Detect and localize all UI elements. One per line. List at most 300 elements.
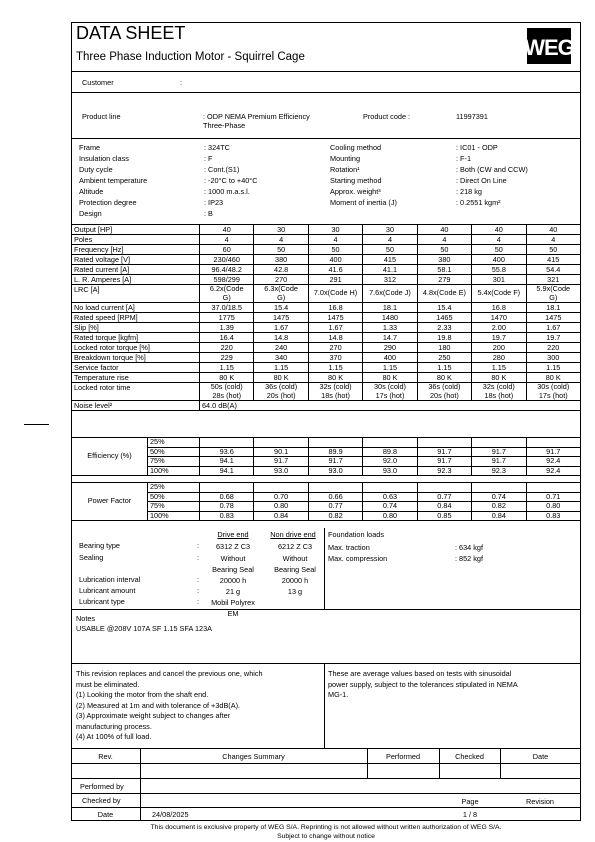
performance-value: 60 (200, 245, 254, 255)
footnotes-right: These are average values based on tests with sinusoidal power supply, subject to the tolerances stipulated in NEMA MG-1. (328, 669, 518, 699)
bearing-drive-end: Without Bearing Seal (212, 554, 254, 574)
spec-value: : -20°C to +40°C (204, 176, 258, 185)
power-factor-table (71, 482, 581, 521)
foundation-label: Max. traction (328, 543, 370, 552)
performance-value: 7.0x(Code H) (308, 285, 362, 303)
spec-label: Mounting (330, 154, 361, 163)
efficiency-value (417, 438, 471, 448)
performance-value: 1475 (254, 313, 308, 323)
performance-row (72, 255, 581, 265)
performance-label: Frequency [Hz] (72, 245, 200, 255)
performance-row (72, 343, 581, 353)
bearing-drive-end: 20000 h (219, 576, 247, 585)
power_factor-value (417, 483, 471, 493)
noise-blank (526, 401, 580, 411)
efficiency-value: 91.7 (526, 447, 580, 457)
foundation-value: : 634 kgf (455, 543, 483, 552)
performance-label: LRC [A] (72, 285, 200, 303)
power_factor-value: 0.82 (472, 502, 526, 512)
performance-value: 41.1 (363, 265, 417, 275)
performance-row (72, 353, 581, 363)
power_factor-value (254, 483, 308, 493)
spec-label: Protection degree (79, 198, 137, 207)
noise-value: 64.0 dB(A) (200, 401, 254, 411)
performance-value: 32s (cold) 18s (hot) (472, 383, 526, 401)
power_factor-value: 0.70 (254, 492, 308, 502)
performance-value: 321 (526, 275, 580, 285)
product-code-label: Product code : (363, 112, 411, 121)
performance-value: 291 (308, 275, 362, 285)
spec-label: Insulation class (79, 154, 129, 163)
performance-value: 55.8 (472, 265, 526, 275)
efficiency-value: 93.0 (254, 466, 308, 476)
performed-by-label: Performed by (80, 782, 124, 791)
performance-value: 1.33 (363, 323, 417, 333)
performance-label: Poles (72, 235, 200, 245)
performance-value: 96.4/48.2 (200, 265, 254, 275)
efficiency-load: 75% (148, 457, 200, 467)
customer-label: Customer (82, 78, 114, 87)
spec-value: : F-1 (456, 154, 471, 163)
bearing-drive-end: 21 g (225, 587, 241, 596)
power_factor-load: 25% (148, 483, 200, 493)
performance-value: 80 K (417, 373, 471, 383)
performance-value: 220 (526, 343, 580, 353)
performance-value: 370 (308, 353, 362, 363)
performance-value: 1.15 (472, 363, 526, 373)
spec-value: : F (204, 154, 213, 163)
spec-label: Altitude (79, 187, 104, 196)
performance-value: 50 (472, 245, 526, 255)
performance-value: 14.8 (308, 333, 362, 343)
notes-title: Notes (76, 614, 96, 623)
performance-value: 1480 (363, 313, 417, 323)
bearing-label: Bearing type (79, 541, 120, 550)
performance-value: 40 (472, 225, 526, 235)
spec-label: Ambient temperature (79, 176, 148, 185)
efficiency-value: 93.0 (308, 466, 362, 476)
power_factor-load: 75% (148, 502, 200, 512)
performance-value: 30 (363, 225, 417, 235)
power_factor-value (200, 483, 254, 493)
page-value: 1 / 8 (462, 810, 478, 819)
performance-value: 16.8 (308, 303, 362, 313)
spec-value: : 1000 m.a.s.l. (204, 187, 250, 196)
bearing-drive-end: Mobil Polyrex EM (211, 598, 255, 618)
performance-label: Temperature rise (72, 373, 200, 383)
performance-value: 6.2x(Code G) (200, 285, 254, 303)
performance-value: 19.7 (472, 333, 526, 343)
performance-value: 1465 (417, 313, 471, 323)
date-header: Date (532, 752, 549, 761)
efficiency-value (308, 438, 362, 448)
performance-value: 400 (472, 255, 526, 265)
performance-value: 30s (cold) 17s (hot) (363, 383, 417, 401)
performance-row (72, 313, 581, 323)
performance-value: 400 (363, 353, 417, 363)
performance-label: Rated voltage [V] (72, 255, 200, 265)
date-value: 24/08/2025 (152, 810, 189, 819)
efficiency-value: 91.7 (254, 457, 308, 467)
performance-value: 280 (472, 353, 526, 363)
performance-value: 250 (417, 353, 471, 363)
performance-row (72, 373, 581, 383)
bearing-label: Lubrication interval (79, 575, 141, 584)
performance-value: 229 (200, 353, 254, 363)
power_factor-value: 0.82 (308, 511, 362, 521)
performance-value: 50 (363, 245, 417, 255)
noise-label: Noise level² (72, 401, 200, 411)
performance-value: 50 (254, 245, 308, 255)
efficiency-table (71, 437, 581, 476)
performance-label: No load current [A] (72, 303, 200, 313)
performance-value: 4 (254, 235, 308, 245)
drive-end-header: Drive end (217, 530, 249, 539)
power_factor-value: 0.84 (254, 511, 308, 521)
performance-value: 16.4 (200, 333, 254, 343)
power_factor-value: 0.85 (417, 511, 471, 521)
power_factor-value: 0.74 (472, 492, 526, 502)
performance-value: 80 K (363, 373, 417, 383)
efficiency-value (254, 438, 308, 448)
spec-label: Design (79, 209, 102, 218)
power_factor-row (72, 483, 581, 493)
spec-label: Cooling method (330, 143, 382, 152)
efficiency-value (472, 438, 526, 448)
performance-value: 400 (308, 255, 362, 265)
bearing-colon: : (197, 553, 200, 562)
efficiency-value: 89.8 (363, 447, 417, 457)
performance-row (72, 285, 581, 303)
performance-value: 4 (308, 235, 362, 245)
performance-value: 1475 (308, 313, 362, 323)
performance-label: Rated speed [RPM] (72, 313, 200, 323)
performance-value: 598/299 (200, 275, 254, 285)
performance-value: 6.3x(Code G) (254, 285, 308, 303)
performance-value: 1.15 (254, 363, 308, 373)
performance-value: 30 (254, 225, 308, 235)
power_factor-label: Power Factor (72, 483, 148, 521)
spec-value: : B (204, 209, 213, 218)
footer-line-2: Subject to change without notice (277, 833, 375, 840)
performance-value: 30 (308, 225, 362, 235)
bearing-label: Lubricant amount (79, 586, 136, 595)
efficiency-value: 92.4 (526, 457, 580, 467)
performance-value: 1775 (200, 313, 254, 323)
notes-text: USABLE @208V 107A SF 1.15 SFA 123A (76, 624, 213, 633)
spec-value: : 218 kg (456, 187, 482, 196)
power_factor-load: 50% (148, 492, 200, 502)
performance-value: 2.33 (417, 323, 471, 333)
product-line-label: Product line (82, 112, 121, 121)
page-subtitle: Three Phase Induction Motor - Squirrel Cage (76, 51, 305, 63)
performance-value: 37.0/18.5 (200, 303, 254, 313)
spec-label: Frame (79, 143, 101, 152)
performance-value: 15.4 (417, 303, 471, 313)
performance-label: Service factor (72, 363, 200, 373)
foundation-value: : 852 kgf (455, 554, 483, 563)
noise-blank (254, 401, 308, 411)
performance-value: 340 (254, 353, 308, 363)
bearing-colon: : (197, 597, 200, 606)
checked-by-label: Checked by (82, 796, 121, 805)
spec-value: : IP23 (204, 198, 224, 207)
performance-value: 18.1 (363, 303, 417, 313)
power_factor-value: 0.83 (200, 511, 254, 521)
performance-value: 220 (200, 343, 254, 353)
performance-value: 230/460 (200, 255, 254, 265)
efficiency-value: 91.7 (472, 447, 526, 457)
performance-value: 19.8 (417, 333, 471, 343)
performance-label: Locked rotor torque [%] (72, 343, 200, 353)
spec-label: Duty cycle (79, 165, 113, 174)
bearing-non-drive-end: Without Bearing Seal (274, 554, 316, 574)
performance-value: 1.67 (254, 323, 308, 333)
performance-value: 415 (526, 255, 580, 265)
performance-value: 32s (cold) 18s (hot) (308, 383, 362, 401)
product-line-value: : ODP NEMA Premium Efficiency Three-Phase (203, 112, 310, 130)
efficiency-value: 92.3 (417, 466, 471, 476)
power_factor-load: 100% (148, 511, 200, 521)
performance-value: 42.8 (254, 265, 308, 275)
bearing-colon: : (197, 586, 200, 595)
performance-value: 1.15 (526, 363, 580, 373)
performance-value: 54.4 (526, 265, 580, 275)
weg-logo (524, 28, 574, 64)
performance-value: 300 (526, 353, 580, 363)
efficiency-value (363, 438, 417, 448)
performance-value: 4 (417, 235, 471, 245)
footnotes-left: This revision replaces and cancel the previous one, which must be eliminated. (1) Looking the motor from the shaft end. (2) Measured at 1m and with tolerance of +3dB(A). (3) Approximate weight subject to changes after manufacturing process. (4) At 100% of full load. (76, 669, 263, 741)
performance-value: 4 (200, 235, 254, 245)
power_factor-value (363, 483, 417, 493)
efficiency-value: 91.7 (417, 447, 471, 457)
performance-value: 80 K (254, 373, 308, 383)
performance-value: 2.00 (472, 323, 526, 333)
efficiency-value: 94.1 (200, 466, 254, 476)
performance-value: 240 (254, 343, 308, 353)
bearing-non-drive-end: 13 g (287, 587, 303, 596)
spec-label: Starting method (330, 176, 382, 185)
performance-value: 18.1 (526, 303, 580, 313)
spec-value: : 324TC (204, 143, 230, 152)
performance-row (72, 235, 581, 245)
foundation-label: Max. compression (328, 554, 388, 563)
power_factor-value: 0.80 (254, 502, 308, 512)
efficiency-load: 100% (148, 466, 200, 476)
performance-value: 15.4 (254, 303, 308, 313)
spec-value: : IC01 - ODP (456, 143, 498, 152)
efficiency-value: 89.9 (308, 447, 362, 457)
performance-table (71, 224, 581, 411)
performance-value: 50s (cold) 28s (hot) (200, 383, 254, 401)
performance-value: 1470 (472, 313, 526, 323)
performance-value: 279 (417, 275, 471, 285)
efficiency-value: 91.7 (417, 457, 471, 467)
performance-value: 180 (417, 343, 471, 353)
performance-value: 5.4x(Code F) (472, 285, 526, 303)
efficiency-value: 92.0 (363, 457, 417, 467)
performance-value: 14.7 (363, 333, 417, 343)
power_factor-value: 0.77 (308, 502, 362, 512)
performance-value: 1.67 (308, 323, 362, 333)
power_factor-value: 0.80 (526, 502, 580, 512)
page-title: DATA SHEET (76, 23, 186, 43)
performance-value: 50 (526, 245, 580, 255)
power_factor-value: 0.63 (363, 492, 417, 502)
performed-header: Performed (385, 752, 421, 761)
power_factor-value: 0.77 (417, 492, 471, 502)
spec-label: Moment of inertia (J) (330, 198, 397, 207)
power_factor-value: 0.84 (417, 502, 471, 512)
performance-label: Rated torque [kgfm] (72, 333, 200, 343)
performance-label: Rated current [A] (72, 265, 200, 275)
spec-label: Rotation¹ (330, 165, 360, 174)
performance-value: 80 K (472, 373, 526, 383)
power_factor-value (472, 483, 526, 493)
performance-value: 270 (254, 275, 308, 285)
efficiency-value (526, 438, 580, 448)
performance-value: 50 (308, 245, 362, 255)
rev-header: Rev. (98, 752, 113, 761)
efficiency-load: 50% (148, 447, 200, 457)
power_factor-value: 0.66 (308, 492, 362, 502)
spec-value: : 0.2551 kgm² (456, 198, 501, 207)
efficiency-value: 92.4 (526, 466, 580, 476)
performance-value: 19.7 (526, 333, 580, 343)
margin-mark (24, 424, 49, 425)
performance-row (72, 265, 581, 275)
performance-label: Breakdown torque [%] (72, 353, 200, 363)
efficiency-label: Efficiency (%) (72, 438, 148, 476)
power_factor-row (72, 511, 581, 521)
efficiency-value: 91.7 (308, 457, 362, 467)
performance-value: 30s (cold) 17s (hot) (526, 383, 580, 401)
performance-value: 380 (417, 255, 471, 265)
noise-blank (308, 401, 362, 411)
performance-row (72, 225, 581, 235)
performance-value: 40 (526, 225, 580, 235)
performance-label: Slip [%] (72, 323, 200, 333)
noise-blank (363, 401, 417, 411)
efficiency-value: 93.6 (200, 447, 254, 457)
performance-value: 1.39 (200, 323, 254, 333)
logo-text: WEG (524, 35, 574, 60)
efficiency-value: 93.0 (363, 466, 417, 476)
noise-blank (472, 401, 526, 411)
performance-value: 40 (200, 225, 254, 235)
efficiency-value: 94.1 (200, 457, 254, 467)
efficiency-value: 91.7 (472, 457, 526, 467)
bearing-non-drive-end: 20000 h (281, 576, 309, 585)
efficiency-row (72, 466, 581, 476)
performance-value: 80 K (526, 373, 580, 383)
power_factor-value: 0.68 (200, 492, 254, 502)
performance-value: 1.15 (417, 363, 471, 373)
performance-value: 1.15 (308, 363, 362, 373)
bearing-colon: : (197, 541, 200, 550)
performance-value: 50 (417, 245, 471, 255)
changes-header: Changes Summary (222, 752, 285, 761)
performance-label: Locked rotor time (72, 383, 200, 401)
performance-value: 5.9x(Code G) (526, 285, 580, 303)
performance-value: 14.8 (254, 333, 308, 343)
performance-value: 41.6 (308, 265, 362, 275)
spec-value: : Cont.(S1) (204, 165, 240, 174)
power_factor-value: 0.80 (363, 511, 417, 521)
power_factor-value (526, 483, 580, 493)
performance-value: 4 (363, 235, 417, 245)
performance-value: 7.6x(Code J) (363, 285, 417, 303)
performance-value: 4 (472, 235, 526, 245)
efficiency-load: 25% (148, 438, 200, 448)
performance-value: 36s (cold) 20s (hot) (417, 383, 471, 401)
spec-label: Approx. weight³ (330, 187, 381, 196)
performance-value: 58.1 (417, 265, 471, 275)
power_factor-value: 0.78 (200, 502, 254, 512)
performance-value: 270 (308, 343, 362, 353)
bearing-non-drive-end: 6212 Z C3 (277, 542, 313, 551)
performance-value: 290 (363, 343, 417, 353)
performance-row (72, 363, 581, 373)
product-code-value: 11997391 (456, 112, 488, 121)
power_factor-value: 0.84 (472, 511, 526, 521)
performance-value: 80 K (308, 373, 362, 383)
performance-value: 380 (254, 255, 308, 265)
page-label: Page (461, 797, 479, 806)
spec-value: : Both (CW and CCW) (456, 165, 528, 174)
efficiency-value (200, 438, 254, 448)
power_factor-value: 0.83 (526, 511, 580, 521)
power_factor-value (308, 483, 362, 493)
performance-value: 4 (526, 235, 580, 245)
performance-value: 1.15 (363, 363, 417, 373)
efficiency-row (72, 438, 581, 448)
performance-value: 1.67 (526, 323, 580, 333)
revision-label: Revision (526, 797, 554, 806)
performance-value: 200 (472, 343, 526, 353)
footer-line-1: This document is exclusive property of WEG S/A. Reprinting is not allowed without written authorization of WEG S/A. (150, 824, 502, 831)
performance-value: 80 K (200, 373, 254, 383)
bearing-label: Lubricant type (79, 597, 125, 606)
power_factor-value: 0.71 (526, 492, 580, 502)
performance-value: 1475 (526, 313, 580, 323)
performance-value: 4.8x(Code E) (417, 285, 471, 303)
foundation-title: Foundation loads (328, 530, 384, 539)
performance-row (72, 323, 581, 333)
performance-value: 312 (363, 275, 417, 285)
spec-value: : Direct On Line (456, 176, 507, 185)
performance-value: 415 (363, 255, 417, 265)
performance-row (72, 333, 581, 343)
bearing-drive-end: 6312 Z C3 (215, 542, 251, 551)
performance-value: 301 (472, 275, 526, 285)
date-label: Date (97, 810, 114, 819)
non-drive-end-header: Non drive end (270, 530, 316, 539)
performance-value: 36s (cold) 20s (hot) (254, 383, 308, 401)
performance-value: 40 (417, 225, 471, 235)
performance-row (72, 275, 581, 285)
bearing-colon: : (197, 575, 200, 584)
performance-row (72, 303, 581, 313)
efficiency-value: 92.3 (472, 466, 526, 476)
customer-colon: : (180, 78, 183, 87)
bearing-label: Sealing (79, 553, 104, 562)
performance-row (72, 383, 581, 401)
performance-value: 16.8 (472, 303, 526, 313)
power_factor-value: 0.74 (363, 502, 417, 512)
checked-header: Checked (455, 752, 484, 761)
